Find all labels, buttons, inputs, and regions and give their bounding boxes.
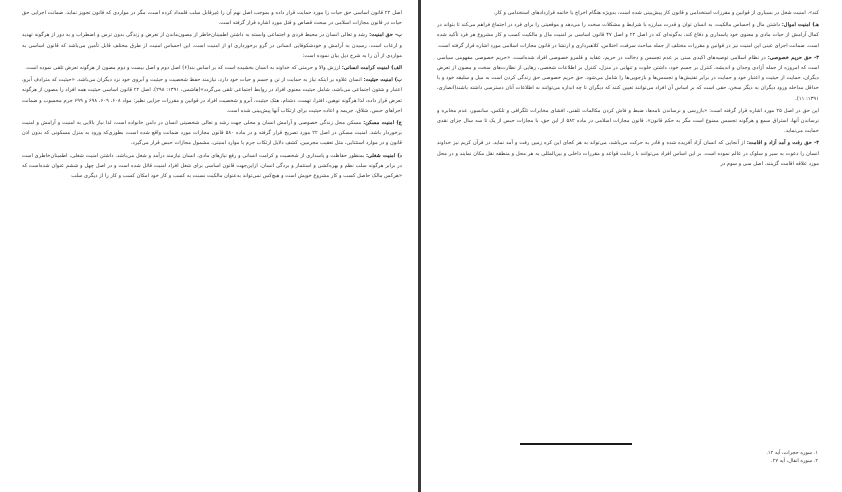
section-heading: ب) امنیت حیثیت: bbox=[363, 77, 402, 84]
right-page bbox=[437, 8, 819, 484]
section-heading: ب- حق امنیت: bbox=[369, 32, 402, 39]
left-page bbox=[22, 8, 402, 484]
section-heading: ۴- حق رفت و آمد آزاد و اقامت: bbox=[746, 140, 819, 147]
footnotes bbox=[560, 449, 818, 465]
paragraph: الف) امنیت کرامت انسانی: ارزش والا و حرمتی که خداوند به انسان بخشیده است که بر اساس بند(۶) اصل دوم و اصل بیست و دوم مصون از هرگونه تعرض تلقی نموده است. bbox=[25, 65, 402, 72]
section-heading: د) امنیت شغلی: bbox=[366, 152, 402, 159]
paragraph: این حق در اصل ۲۵ مورد اشاره قرار گرفته است: «بازرسی و نرساندن نامه‌ها، ضبط و فاش کردن مکالمات تلفنی، افشای مخابرات تلگرافی و تلکس، سانسور، عدم مخابره و نرساندن آنها، استراق سمع و هرگونه تجسس ممنوع است مگر به حکم قانون». قانون مجازات اسلامی در ماده ۵۸۲ از این حق، با مجازات حبس از یک تا سه سال جزای نقدی حمایت می‌نماید. bbox=[437, 107, 819, 135]
section-heading: هـ) امنیت اموال: bbox=[781, 22, 819, 29]
paragraph: اصل ۲۲ قانون اساسی حق حیات را مورد حمایت قرار داده و بموجب اصل نهم آن را غیرقابل سلب قلمداد کرده است، مگر در مواردی که قانون تجویز نماید. ضمانت اجرایی حق حیات در قانون مجازات اسلامی در مبحث قصاص و قتل مورد اشاره قرار گرفته است. bbox=[22, 10, 402, 27]
paragraph: ۳- حق حریم خصوصی: در نظام اسلامی توصیه‌های اکیدی مبنی بر عدم تجسس و دخالت در حریم، عقاید و قلمرو خصوصی افراد شده‌است. «حریم خصوصی مفهومی سیاسی است که امروزه از جمله آزادی وجدان و اندیشه، کنترل بر جسم خود، داشتن خلوت و تنهایی در منزل، کنترل بر اطلاعات شخصی، رهایی از نظارت‌های سخت و مصون از تعرض دیگران، حمایت از حیثیت و اعتبار خود و حمایت در برابر تفتیش‌ها و تجسس‌ها و بازجویی‌ها را شامل می‌شود. حق حریم خصوصی حق زندگی کردن است به میل و سلیقه خود و با حداقل مداخله ورود دیگران به دیگر سخن، حقی است که بر اساس آن افراد می‌توانند تعیین کنند که دیگران تا چه اندازه می‌توانند به اطلاعات آنان دسترسی داشته باشند(انصاری، ۱۳۹۱: ۱۱). bbox=[437, 54, 819, 102]
paragraph: هـ) امنیت اموال: داشتن مال و احساس مالکیت، به انسان توان و قدرت مبارزه با شرایط و مشکلات سخت را می‌دهد و موقعیتی را برای فرد در اجتماع فراهم می‌کند تا بتواند در کمال آرامش از حیات مادی و معنوی خود پاسداری و دفاع کند، به‌گونه‌ای که در اصل ۲۲ و اصل ۴۷ قانون اساسی بر امنیت مال و مالکیت کسب و کار مشروع هر فرد تأکید شده است. ضمانت اجرای عینی این امنیت نیز در قوانین و مقررات مختلف از جمله مباحث سرقت، اختلاس، کلاهبرداری و ارتشا در قانون مجازات اسلامی مورد اشاره قرار گرفته است. bbox=[437, 22, 819, 49]
section-heading: الف) امنیت کرامت انسانی: bbox=[341, 65, 402, 72]
paragraph: ب) امنیت حیثیت: انسان علاوه بر اینکه نیاز به حمایت از تن و جسم و حیات خود دارد، نیازمند حفظ شخصیت و حیثیت و آبروی خود نزد دیگران می‌باشد. «حیثیت که مترادف آبرو، اعتبار و شئون اجتماعی می‌باشد، شامل حیثیت معنوی افراد در روابط اجتماعی تلقی می‌گردد»(هاشمی، ۱۳۹۱: ۲۹۸). اصل ۲۲ قانون اساسی حیثیت همه افراد را مصون از هرگونه تعرض قرار داده، لذا هرگونه توهین، افترا، تهمت، دشنام، هتک حیثیت، آبرو و شخصیت افراد در قوانین و مقررات جزایی نظیر: مواد ۶۰۸، ۶۰۹، ۶۹۸ و ۶۹۹ جرم محسوب و ضمانت اجراهای حبس، شلاق، جریمه و اعاده حیثیت برای ارتکاب آنها پیش‌بینی شده است. bbox=[22, 77, 402, 114]
footnote-rule bbox=[520, 443, 632, 445]
page-gutter-divider bbox=[418, 0, 421, 492]
section-heading: ج) امنیت مسکن: bbox=[363, 120, 402, 127]
paragraph: ب- حق امنیت: رشد و تعالی انسان در محیط فردی و اجتماعی وابسته به داشتن اطمینان‌خاطر از مصون‌ماندن از تعرض و زندگی بدون ترس و اضطراب و به دور از هرگونه تهدید و ارعاب است. رسیدن به آرامش و خودشکوفایی انسانی در گرو برخورداری او از امنیت است. این احساس امنیت از طرق مختلف قابل تأمین می‌باشد که قانون اساسی به مواردی از آن را به شرح ذیل بیان نموده است: bbox=[22, 32, 402, 59]
section-heading: ۳- حق حریم خصوصی: bbox=[767, 54, 819, 61]
paragraph: ۴- حق رفت و آمد آزاد و اقامت: از آنجایی که انسان آزاد آفریده شده و قادر به حرکت می‌باشد، می‌تواند به هر کجای این کره زمین رفت و آمد نماید. در قرآن کریم نیز خداوند انسان را دعوت به سیر و سلوک در عالم نموده است. بر این اساس افراد می‌توانند با رعایت قواعد و مقررات داخلی و بین‌المللی به هر محل و منطقه نقل مکان نمایند و در محل مورد علاقه اقامت گزینند. اصل سی و سوم در bbox=[437, 140, 819, 167]
paragraph: کند». امنیت شغل در بسیاری از قوانین و مقررات استخدامی و قانون کار پیش‌بینی شده است، بدویژه هنگام اخراج یا خاتمه قراردادهای استخدامی و کار. bbox=[493, 10, 819, 16]
paragraph: د) امنیت شغلی: بمنظور حفاظت و پاسداری از شخصیت و کرامت انسانی و رفع نیازهای مادی، انسان نیازمند درآمد و شغل می‌باشد. داشتن امنیت شغلی، اطمینان‌خاطری است در برابر هرگونه سلب نظم و بهره‌کشی و استثمار و بردگی انسان. ازاین‌جهت قانون اساسی برای شغل افراد امنیت قائل شده است و در اصل چهل و ششم عنوان شده‌است که «هرکس مالک حاصل کسب و کار مشروع خویش است و هیچ‌کس نمی‌تواند به‌عنوان مالکیت نسبت به کسب و کار خود امکان کسب و کار را از دیگری سلب bbox=[22, 152, 402, 180]
footnote: ۲. سوره انفال، آیه ۲۷. bbox=[771, 458, 818, 464]
paragraph: ج) امنیت مسکن: مسکن محل زندگی خصوصی و آرامش انسان و محلی جهت رشد و تعالی شخصیتی انسان در دامن خانواده است، لذا نیاز بالایی به امنیت و آرامش و امنیت برخوردار باشد. امنیت مسکن در اصل ۲۲ مورد تصریح قرار گرفته و در ماده ۵۸۰ قانون مجازات مورد ضمانت واقع شده است، بطوری‌که ورود به منزل مسکونی که بدون اذن قانون و در موارد استثنایی، مثل تعقیب مجرمین، کشف دلایل ارتکاب جرم یا موارد امنیتی، مشمول مجازات حبس قرار می‌گیرد. bbox=[22, 120, 402, 147]
footnote: ۱. سوره حجرات، آیه ۱۲. bbox=[766, 450, 818, 456]
